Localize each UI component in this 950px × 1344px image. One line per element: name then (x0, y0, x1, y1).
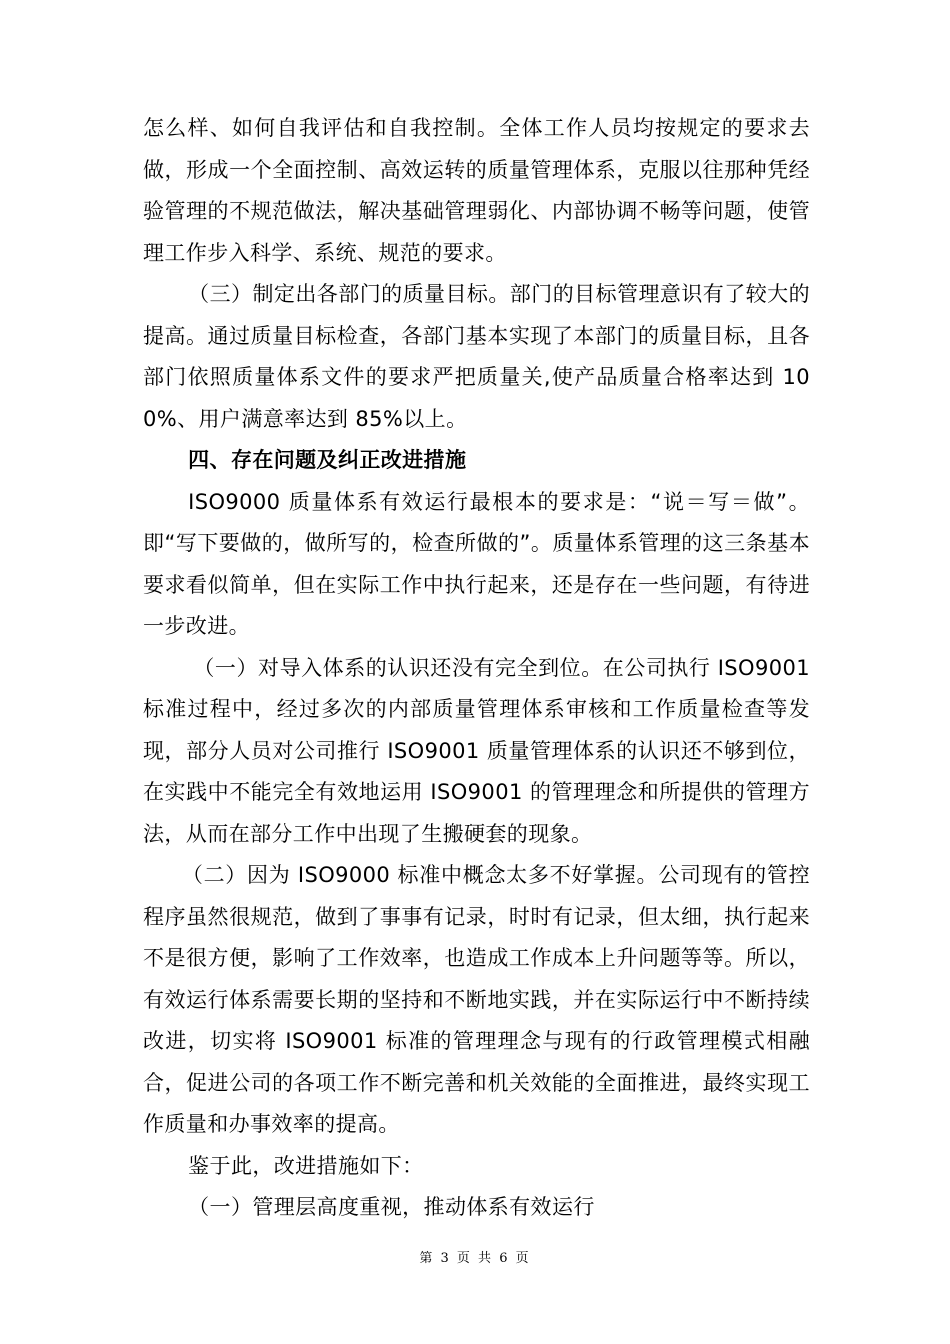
paragraph-improvement-intro: 鉴于此，改进措施如下： (188, 1153, 424, 1178)
section-heading-problems: 四、存在问题及纠正改进措施 (188, 448, 467, 472)
page-footer: 第 3 页 共 6 页 (419, 1251, 531, 1266)
paragraph-section-three: （三）制定出各部门的质量目标。部门的目标管理意识有了较大的提高。通过质量目标检查，各部门基本实现了本部门的质量目标，且各部门依照质量体系文件的要求严把质量关,使产品质量合格率达到 100%、用户满意率达到 85%以上。 (143, 282, 810, 431)
paragraph-intro-continued: 怎么样、如何自我评估和自我控制。全体工作人员均按规定的要求去做，形成一个全面控制、高效运转的质量管理体系，克服以往那种凭经验管理的不规范做法，解决基础管理弱化、内部协调不畅等问题，使管理工作步入科学、系统、规范的要求。 (143, 116, 810, 265)
paragraph-iso9000-requirements: ISO9000 质量体系有效运行最根本的要求是：“说＝写＝做”。即“写下要做的，做所写的，检查所做的”。质量体系管理的这三条基本要求看似简单，但在实际工作中执行起来，还是存在一些问题，有待进一步改进。 (143, 489, 810, 638)
paragraph-problem-two: （二）因为 ISO9000 标准中概念太多不好掌握。公司现有的管控程序虽然很规范，做到了事事有记录，时时有记录，但太细，执行起来不是很方便，影响了工作效率，也造成工作成本上升问题等等。所以，有效运行体系需要长期的坚持和不断地实践，并在实际运行中不断持续改进，切实将 ISO9001 标准的管理理念与现有的行政管理模式相融合，促进公司的各项工作不断完善和机关效能的全面推进，最终实现工作质量和办事效率的提高。 (143, 863, 810, 1136)
paragraph-problem-one: （一）对导入体系的认识还没有完全到位。在公司执行 ISO9001 标准过程中，经过多次的内部质量管理体系审核和工作质量检查等发现，部分人员对公司推行 ISO9001 质量管理体系的认识还不够到位，在实践中不能完全有效地运用 ISO9001 的管理理念和所提供的管理方法，从而在部分工作中出现了生搬硬套的现象。 (143, 655, 810, 846)
document-body (143, 108, 810, 1229)
paragraph-measure-one: （一）管理层高度重视，推动体系有效运行 (188, 1195, 595, 1219)
